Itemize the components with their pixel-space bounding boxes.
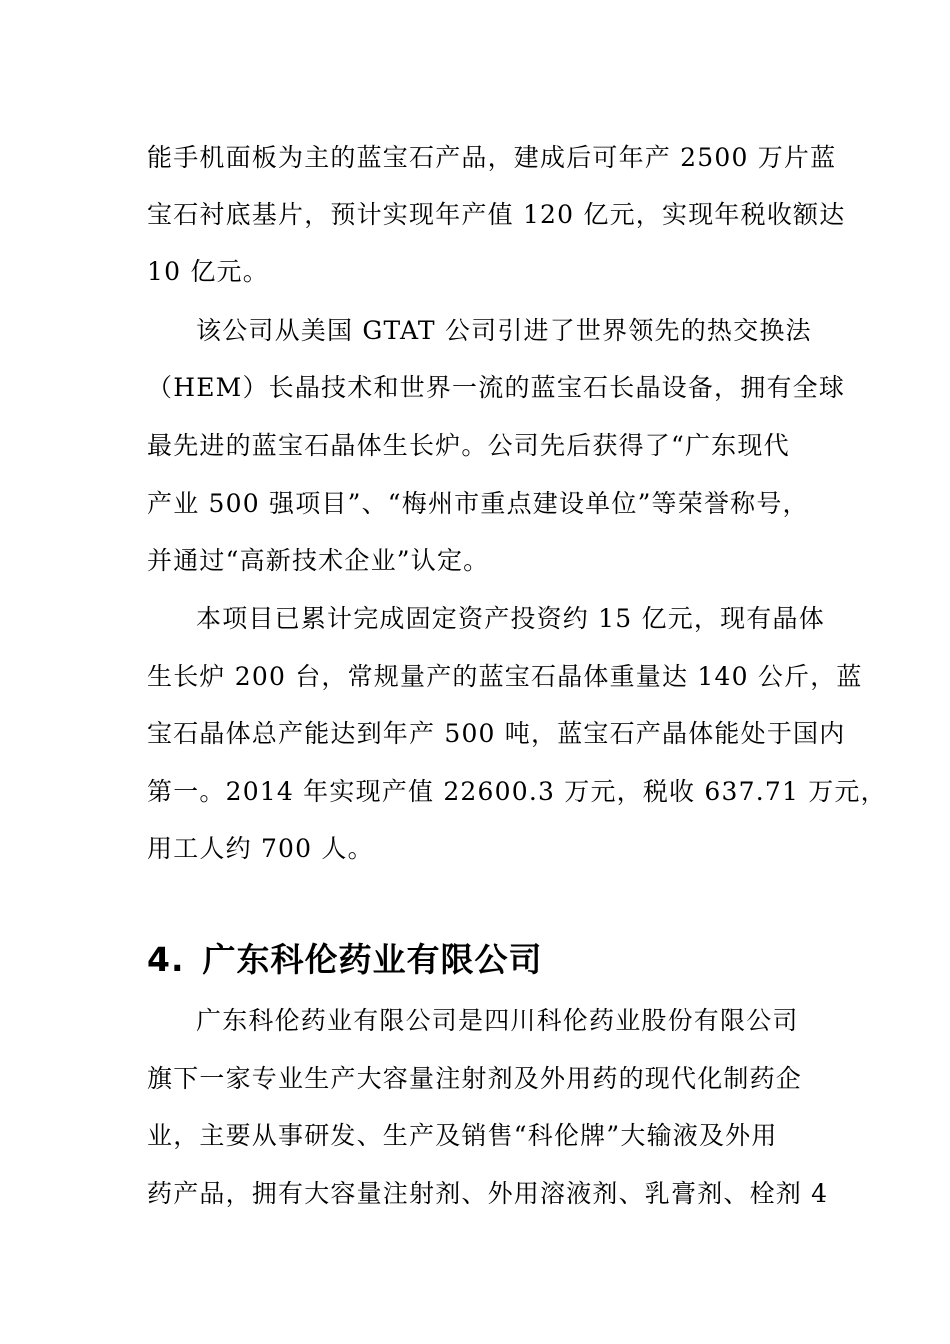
paragraph-3-line-3: 宝石晶体总产能达到年产 500 吨，蓝宝石产晶体能处于国内 xyxy=(147,719,846,748)
paragraph-3-line-5: 用工人约 700 人。 xyxy=(147,834,374,863)
paragraph-2-line-5: 并通过“高新技术企业”认定。 xyxy=(147,546,490,575)
section-title: 广东科伦药业有限公司 xyxy=(202,940,543,979)
paragraph-2-line-1: 该公司从美国 GTAT 公司引进了世界领先的热交换法 xyxy=(196,316,812,345)
paragraph-4-line-1: 广东科伦药业有限公司是四川科伦药业股份有限公司 xyxy=(196,1006,799,1035)
section-heading xyxy=(147,938,543,982)
paragraph-4-line-2: 旗下一家专业生产大容量注射剂及外用药的现代化制药企 xyxy=(147,1064,803,1093)
paragraph-1-line-3: 10 亿元。 xyxy=(147,257,269,286)
paragraph-3-line-2: 生长炉 200 台，常规量产的蓝宝石晶体重量达 140 公斤，蓝 xyxy=(147,662,863,691)
paragraph-3-line-1: 本项目已累计完成固定资产投资约 15 亿元，现有晶体 xyxy=(196,604,825,633)
paragraph-2-line-2: （HEM）长晶技术和世界一流的蓝宝石长晶设备，拥有全球 xyxy=(147,373,846,402)
section-number: 4. xyxy=(147,940,185,979)
paragraph-4-line-4: 药产品，拥有大容量注射剂、外用溶液剂、乳膏剂、栓剂 4 xyxy=(147,1179,829,1208)
paragraph-1-line-2: 宝石衬底基片，预计实现年产值 120 亿元，实现年税收额达 xyxy=(147,200,846,229)
paragraph-2-line-4: 产业 500 强项目”、“梅州市重点建设单位”等荣誉称号， xyxy=(147,489,809,518)
paragraph-2-line-3: 最先进的蓝宝石晶体生长炉。公司先后获得了“广东现代 xyxy=(147,431,790,460)
paragraph-3-line-4: 第一。2014 年实现产值 22600.3 万元，税收 637.71 万元， xyxy=(147,777,887,806)
paragraph-1-line-1: 能手机面板为主的蓝宝石产品，建成后可年产 2500 万片蓝 xyxy=(147,143,837,172)
paragraph-4-line-3: 业，主要从事研发、生产及销售“科伦牌”大输液及外用 xyxy=(147,1121,778,1150)
